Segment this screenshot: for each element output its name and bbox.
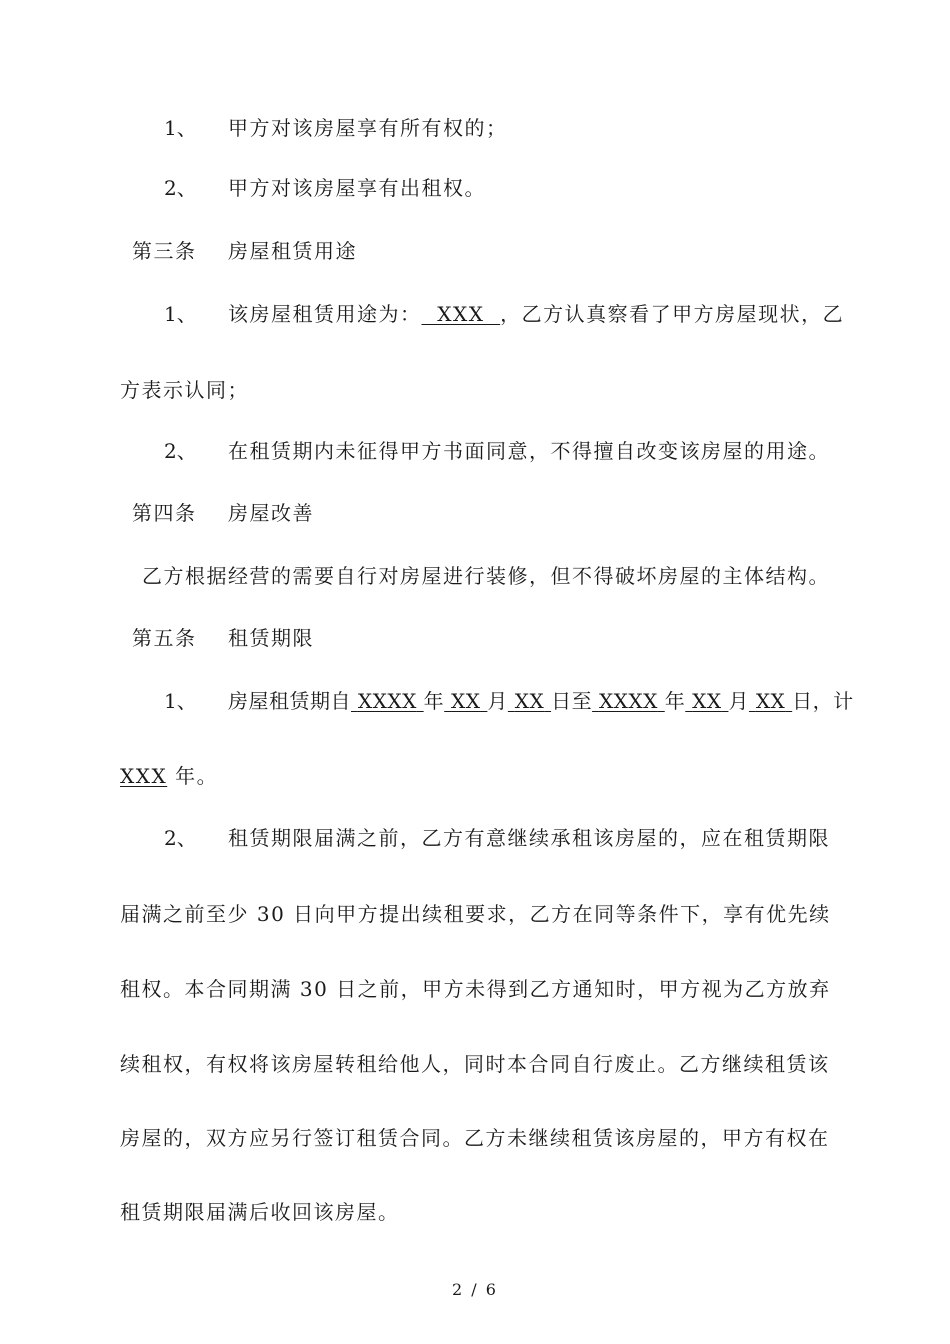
term-blank: XXX	[120, 764, 168, 788]
article-title: 房屋改善	[228, 501, 314, 525]
end-day-blank: XX	[755, 689, 786, 713]
start-day-blank: XX	[514, 689, 545, 713]
clause-text-continued: 届满之前至少 30 日向甲方提出续租要求，乙方在同等条件下，享有优先续	[120, 902, 831, 926]
clause-text: 在租赁期内未征得甲方书面同意，不得擅自改变该房屋的用途。	[228, 439, 830, 463]
year-label: 年	[423, 689, 445, 713]
day-comma-label: 日，计	[792, 689, 854, 713]
list-number: 1、	[164, 689, 197, 713]
clause-text-continued: 方表示认同；	[120, 378, 249, 402]
clause-text: 乙方根据经营的需要自行对房屋进行装修，但不得破坏房屋的主体结构。	[142, 564, 830, 588]
clause-prefix: 房屋租赁期自	[228, 689, 351, 713]
end-month-blank: XX	[692, 689, 722, 713]
day-to-label: 日至	[551, 689, 593, 713]
usage-blank: XXX	[421, 302, 501, 326]
clause-prefix: 该房屋租赁用途为：	[228, 302, 422, 326]
article-number: 第四条	[132, 501, 197, 525]
list-number: 2、	[164, 826, 197, 850]
clause-suffix: ，乙方认真察看了甲方房屋现状，乙	[500, 302, 845, 326]
clause-text: 甲方对该房屋享有所有权的；	[228, 116, 508, 140]
clause-text: 甲方对该房屋享有出租权。	[228, 176, 486, 200]
article-number: 第五条	[132, 626, 197, 650]
lease-term-continued	[120, 764, 218, 788]
clause-text-continued: 租赁期限届满后收回该房屋。	[120, 1200, 400, 1224]
list-number: 1、	[164, 302, 197, 326]
clause-text-continued: 房屋的，双方应另行签订租赁合同。乙方未继续租赁该房屋的，甲方有权在	[120, 1126, 830, 1150]
start-month-blank: XX	[451, 689, 481, 713]
year-label: 年	[664, 689, 686, 713]
start-year-blank: XXXX	[357, 689, 417, 713]
article-title: 房屋租赁用途	[228, 239, 357, 263]
lease-term-clause	[228, 689, 854, 713]
term-suffix: 年。	[175, 764, 219, 788]
list-number: 1、	[164, 116, 197, 140]
clause-text-continued: 续租权，有权将该房屋转租给他人，同时本合同自行废止。乙方继续租赁该	[120, 1052, 830, 1076]
article-number: 第三条	[132, 239, 197, 263]
month-label: 月	[728, 689, 749, 713]
end-year-blank: XXXX	[598, 689, 658, 713]
clause-text-continued: 租权。本合同期满 30 日之前，甲方未得到乙方通知时，甲方视为乙方放弃	[120, 977, 831, 1001]
list-number: 2、	[164, 439, 197, 463]
article-title: 租赁期限	[228, 626, 314, 650]
month-label: 月	[487, 689, 508, 713]
page-indicator: 2 / 6	[452, 1280, 498, 1299]
clause-text: 租赁期限届满之前，乙方有意继续承租该房屋的，应在租赁期限	[228, 826, 830, 850]
clause-text	[228, 302, 844, 326]
list-number: 2、	[164, 176, 197, 200]
